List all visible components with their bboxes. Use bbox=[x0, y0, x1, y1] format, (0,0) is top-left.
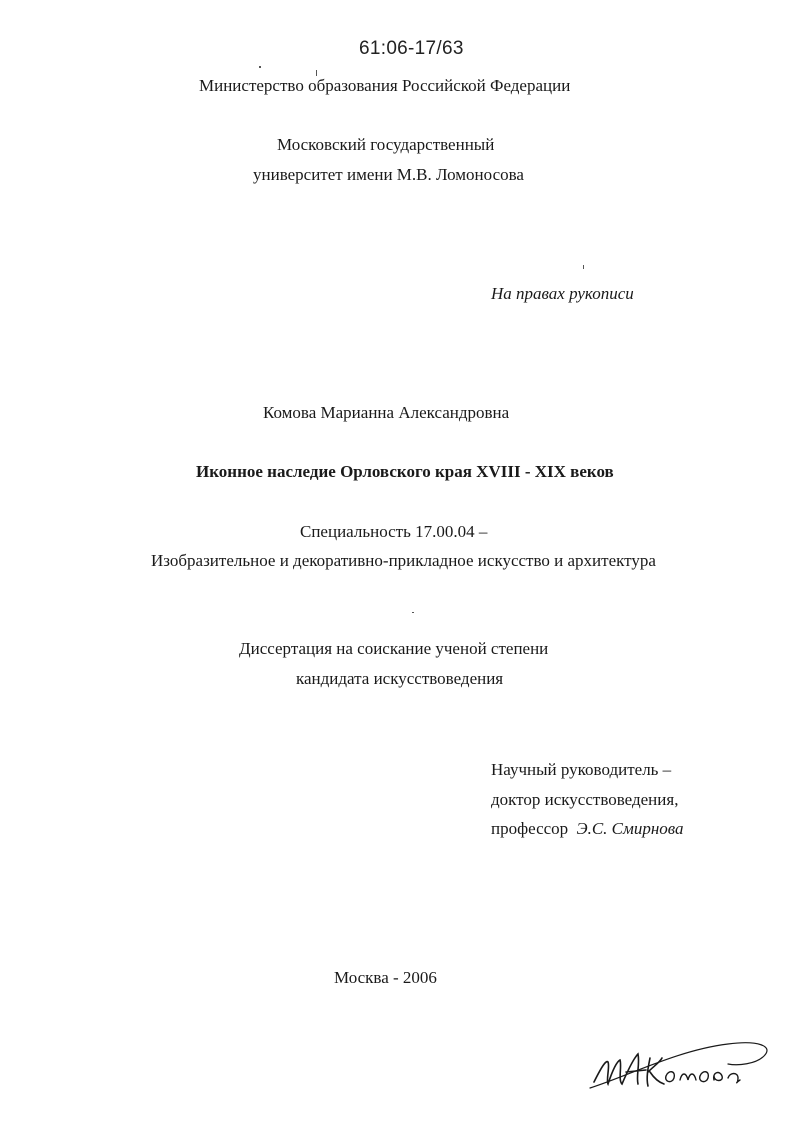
scan-speck bbox=[259, 66, 261, 68]
author-name: Комова Марианна Александровна bbox=[263, 403, 510, 422]
university-line-1: Московский государственный bbox=[277, 135, 495, 154]
specialty-line-1: Специальность 17.00.04 – bbox=[300, 522, 488, 541]
university-line-2: университет имени М.В. Ломоносова bbox=[253, 165, 524, 184]
place-year: Москва - 2006 bbox=[334, 968, 437, 987]
specialty-line-2: Изобразительное и декоративно-прикладное искусство и архитектура bbox=[151, 551, 656, 570]
author-signature bbox=[588, 1036, 778, 1096]
supervisor-line-2: доктор искусствоведения, bbox=[491, 790, 679, 809]
dissertation-title: Иконное наследие Орловского края XVIII - XIX веков bbox=[196, 462, 614, 481]
archive-stamp: 61:06-17/63 bbox=[359, 38, 464, 59]
scan-speck bbox=[412, 612, 414, 613]
supervisor-title: профессор bbox=[491, 819, 569, 838]
scan-speck bbox=[583, 265, 584, 269]
rights-note: На правах рукописи bbox=[491, 284, 634, 303]
supervisor-line-1: Научный руководитель – bbox=[491, 760, 672, 779]
supervisor-line-3 bbox=[491, 819, 684, 839]
ministry-line: Министерство образования Российской Федерации bbox=[199, 76, 571, 95]
dissertation-line-2: кандидата искусствоведения bbox=[296, 669, 504, 688]
dissertation-line-1: Диссертация на соискание ученой степени bbox=[239, 639, 549, 658]
supervisor-name: Э.С. Смирнова bbox=[576, 819, 684, 838]
